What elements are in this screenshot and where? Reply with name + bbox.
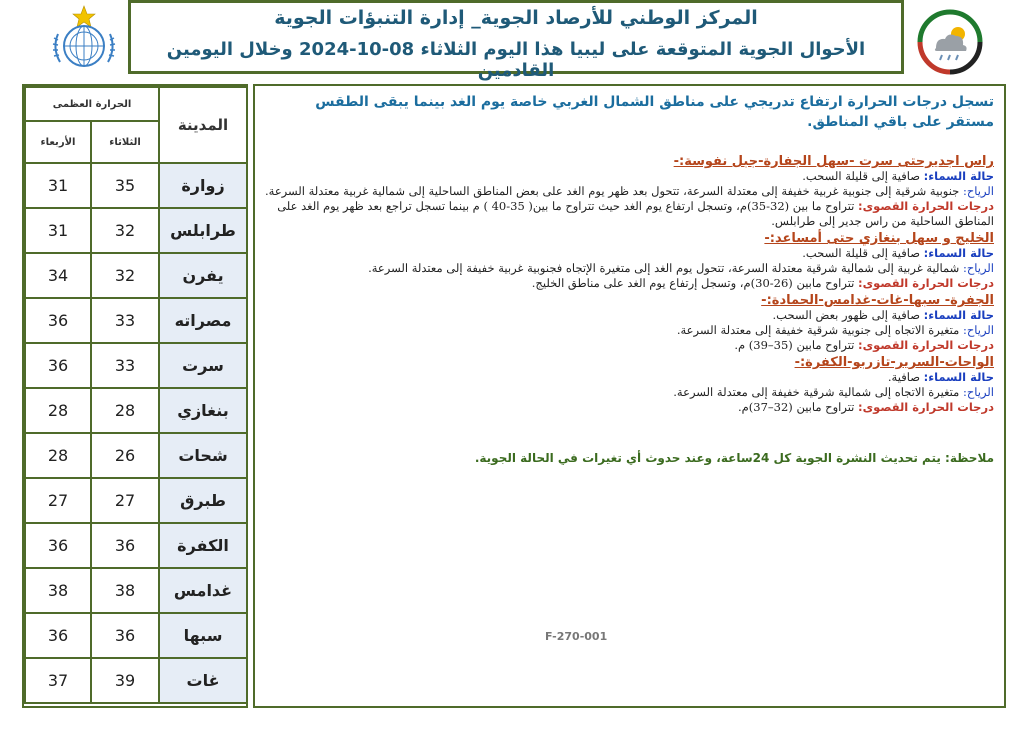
tuesday-temp: 26 — [91, 433, 159, 478]
sky-label: حالة السماء: — [923, 246, 994, 260]
header-max-temp: الحرارة العظمى — [25, 87, 159, 121]
table-row — [25, 613, 247, 658]
city-name: زوارة — [159, 163, 247, 208]
temp-value: تتراوح ما بين (32-35)م، وتسجل ارتفاع يوم الغد حيث تتراوح ما بين( 35-40 ) م بينما تسجل تراجع بعد ظهر يوم الغد على المناطق الساحلية من راس جدير إلى طرابلس. — [277, 199, 994, 228]
region-block — [265, 355, 994, 415]
tuesday-temp: 36 — [91, 523, 159, 568]
wind-label: الرياح: — [962, 385, 994, 399]
tuesday-temp: 35 — [91, 163, 159, 208]
city-name: طرابلس — [159, 208, 247, 253]
sky-value: صافية إلى قليلة السحب. — [802, 246, 920, 260]
wind-label: الرياح: — [962, 261, 994, 275]
temp-line — [265, 276, 994, 291]
tuesday-temp: 36 — [91, 613, 159, 658]
sky-line — [265, 370, 994, 385]
form-code: F-270-001 — [545, 630, 608, 643]
wednesday-temp: 27 — [25, 478, 91, 523]
temp-label: درجات الحرارة القصوى: — [858, 338, 994, 352]
temp-label: درجات الحرارة القصوى: — [858, 199, 994, 213]
region-title: الخليج و سهل بنغازي حتى أمساعد:- — [764, 231, 994, 246]
wind-value: متغيرة الاتجاه إلى شمالية شرقية خفيفة إلى معتدلة السرعة. — [673, 385, 960, 399]
wednesday-temp: 28 — [25, 388, 91, 433]
wmo-emblem-icon — [44, 4, 124, 74]
tuesday-temp: 33 — [91, 343, 159, 388]
table-row — [25, 343, 247, 388]
city-name: سرت — [159, 343, 247, 388]
region-block — [265, 231, 994, 291]
region-title: راس اجديرحتى سرت -سهل الجفارة-جبل نفوسة:- — [673, 154, 994, 169]
temp-value: تتراوح مابين (32–37)م. — [738, 400, 855, 414]
sky-line — [265, 308, 994, 323]
sky-value: صافية. — [887, 370, 920, 384]
update-note: ملاحظة: يتم تحديث النشرة الجوية كل 24ساعة، وعند حدوث أي تغيرات في الحالة الجوية. — [474, 451, 994, 465]
wind-label: الرياح: — [962, 323, 994, 337]
tuesday-temp: 33 — [91, 298, 159, 343]
wednesday-temp: 37 — [25, 658, 91, 703]
wednesday-temp: 34 — [25, 253, 91, 298]
wednesday-temp: 36 — [25, 523, 91, 568]
temp-value: تتراوح مابين (35–39) م. — [734, 338, 855, 352]
wednesday-temp: 28 — [25, 433, 91, 478]
city-temperature-table — [22, 84, 248, 708]
region-block — [265, 293, 994, 353]
sky-line — [265, 169, 994, 184]
table-row — [25, 163, 247, 208]
header-city: المدينة — [159, 87, 247, 163]
tuesday-temp: 32 — [91, 208, 159, 253]
wednesday-temp: 36 — [25, 343, 91, 388]
table-row — [25, 253, 247, 298]
table-row — [25, 433, 247, 478]
wind-value: جنوبية شرقية إلى جنوبية غربية خفيفة إلى معتدلة السرعة، تتحول بعد ظهر يوم الغد على بعض المناطق الساحلية إلى شمالية غربية معتدلة السرعة. — [265, 184, 960, 198]
weather-cloud-sun-logo-icon — [912, 6, 988, 78]
sky-label: حالة السماء: — [923, 169, 994, 183]
wednesday-temp: 38 — [25, 568, 91, 613]
table-row — [25, 568, 247, 613]
city-name: غات — [159, 658, 247, 703]
temp-value: تتراوح مابين (26-30)م، وتسجل إرتفاع يوم الغد على مناطق الخليج. — [531, 276, 855, 290]
region-block — [265, 154, 994, 229]
header-box — [128, 0, 904, 81]
city-name: بنغازي — [159, 388, 247, 433]
region-title: الجفرة- سبها-غات-غدامس-الحمادة:- — [761, 293, 994, 308]
temp-label: درجات الحرارة القصوى: — [858, 276, 994, 290]
city-name: غدامس — [159, 568, 247, 613]
sky-label: حالة السماء: — [923, 370, 994, 384]
tuesday-temp: 32 — [91, 253, 159, 298]
wind-label: الرياح: — [962, 184, 994, 198]
table-row — [25, 388, 247, 433]
tuesday-temp: 28 — [91, 388, 159, 433]
city-name: مصراته — [159, 298, 247, 343]
wednesday-temp: 31 — [25, 208, 91, 253]
table-row — [25, 523, 247, 568]
table-row — [25, 478, 247, 523]
sky-value: صافية إلى قليلة السحب. — [802, 169, 920, 183]
wind-line — [265, 385, 994, 400]
region-title: الواحات-السرير-تازربو-الكفرة:- — [794, 355, 994, 370]
tuesday-temp: 38 — [91, 568, 159, 613]
header-subtitle: الأحوال الجوية المتوقعة على ليبيا هذا اليوم الثلاثاء 08-10-2024 وخلال اليومين القادمين — [166, 39, 866, 81]
wednesday-temp: 36 — [25, 613, 91, 658]
sky-value: صافية إلى ظهور بعض السحب. — [772, 308, 920, 322]
forecast-text-box — [253, 84, 1006, 708]
forecast-intro: تسجل درجات الحرارة ارتفاع تدريجي على مناطق الشمال الغربي خاصة يوم الغد بينما يبقى الطقس مستقر على باقي المناطق. — [315, 94, 994, 130]
temp-line — [265, 400, 994, 415]
wind-line — [265, 261, 994, 276]
table-row — [25, 298, 247, 343]
wind-line — [265, 184, 994, 199]
city-name: طبرق — [159, 478, 247, 523]
city-name: الكفرة — [159, 523, 247, 568]
table-row — [25, 658, 247, 703]
wind-value: شمالية غربية إلى شمالية شرقية معتدلة السرعة، تتحول يوم الغد إلى متغيرة الإتجاه فجنوبية غربية خفيفة إلى معتدلة السرعة. — [368, 261, 960, 275]
temp-line — [265, 338, 994, 353]
city-name: يفرن — [159, 253, 247, 298]
city-name: سبها — [159, 613, 247, 658]
sky-line — [265, 246, 994, 261]
wind-line — [265, 323, 994, 338]
wind-value: متغيرة الاتجاه إلى جنوبية شرقية خفيفة إلى معتدلة السرعة. — [676, 323, 960, 337]
tuesday-temp: 39 — [91, 658, 159, 703]
wednesday-temp: 31 — [25, 163, 91, 208]
temp-label: درجات الحرارة القصوى: — [858, 400, 994, 414]
sky-label: حالة السماء: — [923, 308, 994, 322]
header-tuesday: الثلاثاء — [91, 121, 159, 163]
temp-line — [265, 199, 994, 229]
city-name: شحات — [159, 433, 247, 478]
header-title: المركز الوطني للأرصاد الجوية_ إدارة التنبؤات الجوية — [274, 7, 758, 29]
table-row — [25, 208, 247, 253]
header-wednesday: الأربعاء — [25, 121, 91, 163]
temperature-table — [24, 86, 248, 704]
tuesday-temp: 27 — [91, 478, 159, 523]
wednesday-temp: 36 — [25, 298, 91, 343]
